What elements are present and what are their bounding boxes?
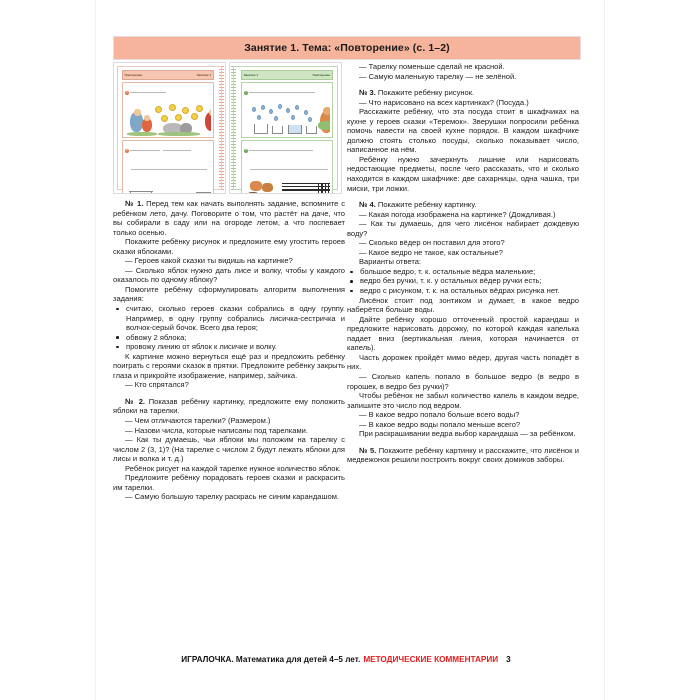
task-5-paragraph-1 xyxy=(347,446,579,465)
task-4-label: № 4. xyxy=(359,200,376,210)
task-1-text-1: Перед тем как начать выполнять задание, вспомните с ребёнком лето, дачу. Поговорите о том, что растёт на даче, что вы собирали в саду или на огороде летом, а что поспевает только осенью. xyxy=(113,199,345,237)
thumbnail-2-task-1 xyxy=(241,82,333,138)
lesson-title-text: Занятие 1. Тема: «Повторение» (с. 1–2) xyxy=(244,42,450,54)
task-2-paragraph-2: Ребёнок рисует на каждой тарелке нужное количество яблок. xyxy=(125,463,341,473)
thumbnail-1-header-left: Повторение xyxy=(124,72,143,78)
task-4-paragraph-2: Лисёнок стоит под зонтиком и думает, в какое ведро наберётся больше воды. xyxy=(347,295,579,315)
thumbnail-2-header xyxy=(241,70,333,80)
task-2-question-3: — Как ты думаешь, чьи яблоки мы положим на тарелку с числом 2 (3, 1)? (На тарелке с числом 2 будут лежать яблоки для лисы и волка и т. д.) xyxy=(113,435,345,464)
thumbnail-1-task-1 xyxy=(122,82,214,138)
list-item: большое ведро, т. к. остальные вёдра маленькие; xyxy=(347,267,579,277)
task-4-question-7: — В какое ведро воды попало меньше всего? xyxy=(359,419,521,429)
footer-title: ИГРАЛОЧКА. Математика для детей 4–5 лет. xyxy=(181,655,361,664)
task-1-question-3: — Кто спрятался? xyxy=(125,380,189,390)
plates-illustration xyxy=(125,178,211,194)
task-1-bullet-list xyxy=(113,304,345,352)
right-text-column xyxy=(347,62,579,465)
task-5-text-1: Покажите ребёнку картинку и расскажите, что лисёнок и медвежонок решили построить вокруг своих домиков заборы. xyxy=(347,445,580,465)
task-1-paragraph-2: Покажите ребёнку рисунок и предложите ему угостить героев сказки яблоками. xyxy=(113,237,345,256)
task-4-paragraph-1 xyxy=(347,200,579,210)
task-1-question-2: — Сколько яблок нужно дать лисе и волку, чтобы у каждого оказалось по одному яблоку? xyxy=(113,265,345,285)
rain-buckets-illustration xyxy=(244,102,330,136)
task-4-question-2: — Как ты думаешь, для чего лисёнок набирает дождевую воду? xyxy=(347,219,579,238)
thumbnail-1-task-2 xyxy=(122,140,214,194)
thumbnail-2-header-right: Повторение xyxy=(312,72,331,78)
task-4-bullet-list xyxy=(347,267,579,296)
task-4-question-5: — Сколько капель попало в большое ведро (в ведро в горошек, в ведро без ручки)? xyxy=(347,371,579,391)
task-number-badge: 1 xyxy=(126,90,128,94)
thumbnail-2-header-left: Занятие 1 xyxy=(243,72,258,78)
footer-section: МЕТОДИЧЕСКИЕ КОММЕНТАРИИ xyxy=(363,655,499,664)
task-2-question-2: — Назови числа, которые написаны под тарелками. xyxy=(125,425,308,435)
task-3-question-1: — Что нарисовано на всех картинках? (Посуда.) xyxy=(359,97,529,107)
thumbnail-1-header-right: Занятие 1 xyxy=(197,72,212,78)
task-3-label: № 3. xyxy=(359,88,376,98)
task-2-question-4: — Самую большую тарелку раскрась не синим карандашом. xyxy=(125,492,339,502)
page-footer xyxy=(113,655,579,664)
apples-illustration xyxy=(125,102,211,136)
task-1-label: № 1. xyxy=(125,199,144,208)
task-4-paragraph-4: Часть дорожек пройдёт мимо вёдер, другая часть попадёт в них. xyxy=(347,352,579,372)
list-item: ведро без ручки, т. к. у остальных вёдер ручки есть; xyxy=(347,276,579,286)
task-4-text-1: Покажите ребёнку картинку. xyxy=(377,200,477,210)
workbook-page-2-thumbnail[interactable] xyxy=(229,62,342,194)
task-1-paragraph-1 xyxy=(113,199,345,237)
task-2-question-6: — Самую маленькую тарелку — не зелёной. xyxy=(359,71,517,81)
task-number-badge: 1 xyxy=(245,90,247,94)
lesson-title-banner xyxy=(113,36,581,60)
task-1-paragraph-4: К картинке можно вернуться ещё раз и предложить ребёнку поиграть с героями сказок в прятки. Предложите ребёнку закрыть глаза и прикройте изображение, например, зайчика. xyxy=(113,351,345,380)
task-4-question-6: — В какое ведро попало больше всего воды? xyxy=(359,410,520,420)
workbook-thumbnails xyxy=(113,62,345,194)
task-4-paragraph-5: Чтобы ребёнок не забыл количество капель в каждом ведре, запишите это число под ведром. xyxy=(347,391,579,410)
task-2-paragraph-1 xyxy=(113,397,345,416)
task-1-question-1: — Героев какой сказки ты видишь на картинке? xyxy=(125,256,293,266)
task-number-badge: 2 xyxy=(245,148,247,152)
task-2-question-5: — Тарелку поменьше сделай не красной. xyxy=(359,62,505,71)
thumbnail-2-task-2 xyxy=(241,140,333,194)
task-5-label: № 5. xyxy=(359,445,377,455)
task-3-paragraph-1 xyxy=(347,88,579,98)
page-number: 3 xyxy=(506,655,511,664)
task-1-paragraph-3: Помогите ребёнку сформулировать алгоритм выполнения задания: xyxy=(113,284,345,304)
list-item: считаю, сколько героев сказки собрались в одну группу. Например, в одну группу собрались лисичка-сестричка и волчок-серый бочок. Всего два героя; xyxy=(113,304,345,333)
task-number-badge: 2 xyxy=(126,148,128,152)
task-4-paragraph-3: Дайте ребёнку хорошо отточенный простой карандаш и предложите нарисовать дорожку, по которой каждая капелька падает вниз (вертикальная линия, которая начинается от капель). xyxy=(347,314,579,353)
task-4-question-4: — Какое ведро не такое, как остальные? xyxy=(359,247,503,257)
task-2-question-1: — Чем отличаются тарелки? (Размером.) xyxy=(125,416,271,426)
task-3-paragraph-2: Расскажите ребёнку, что эта посуда стоит в шкафчиках на кухне у героев сказки «Теремок». Зверушки попросили ребёнка помочь навести на своей кухне порядок. В каждом шкафчике должно стоять столько посуды, сколько показывает число, написанное на нём. xyxy=(347,107,579,155)
task-2-label: № 2. xyxy=(125,396,145,406)
task-3-paragraph-3: Ребёнку нужно зачеркнуть лишние или нарисовать недостающие предметы, после чего рассказать, что и сколько находится в каждом шкафчике: две сахарницы, одна чашка, три миски, три ложки. xyxy=(347,154,579,193)
left-text-column xyxy=(113,199,345,502)
task-4-question-1: — Какая погода изображена на картинке? (Дождливая.) xyxy=(359,209,556,219)
list-item: ведро с рисунком, т. к. на остальных вёдрах рисунка нет. xyxy=(347,286,579,296)
thumbnail-1-header xyxy=(122,70,214,80)
task-2-text-1: Показав ребёнку картинку, предложите ему положить яблоки на тарелки. xyxy=(113,396,345,416)
workbook-page-1-thumbnail[interactable] xyxy=(113,62,226,194)
list-item: обвожу 2 яблока; xyxy=(113,333,345,343)
fence-drawing-area xyxy=(244,180,330,194)
task-4-question-3: — Сколько вёдер он поставил для этого? xyxy=(359,238,505,248)
task-3-text-1: Покажите ребёнку рисунок. xyxy=(377,88,475,98)
task-4-answers-label: Варианты ответа: xyxy=(359,257,422,267)
list-item: провожу линию от яблок к лисичке и волку. xyxy=(113,342,345,352)
task-4-paragraph-6: При раскрашивании ведра выбор карандаша — за ребёнком. xyxy=(359,429,576,439)
task-2-paragraph-3: Предложите ребёнку порадовать героев сказки и раскрасить им тарелки. xyxy=(113,473,345,492)
